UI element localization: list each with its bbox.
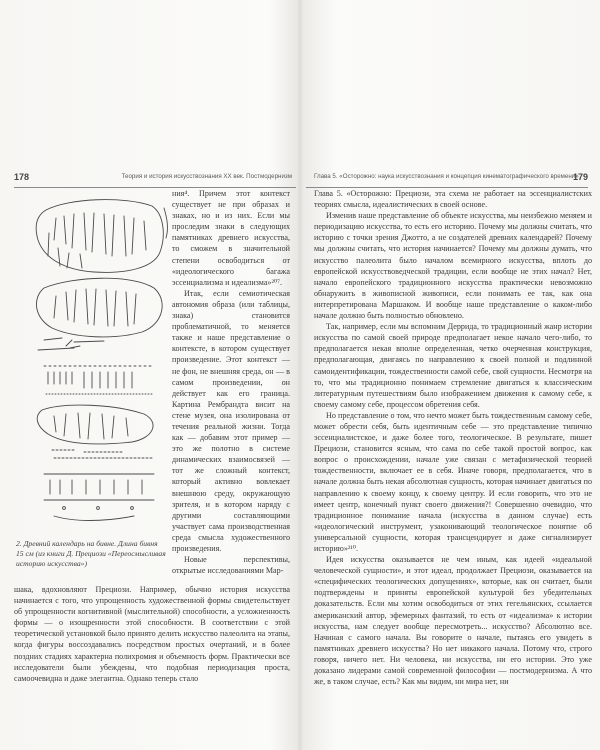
- left-side-paragraph: Итак, если семиотическая автономия образа (или таблицы, знака) становится проблематичной, то меняется также и наше представление о контексте, в котором существует произведение. Этот контекст — не фон, не внешняя среда, он — в самом произведении, он действует как его граница. Картина Рембрандта висит на стене музея, она изолирована от течения реальной жизни. Тогда как — добавим этот пример — это же полотно в системе динамических взаимосвязей — тот же сложный контекст, который активно вовлекает внешнюю среду, окружающую зрителя, и в котором наряду с другими составляющими участвует сама производственная среда смысла художественного произведения.: [172, 288, 290, 553]
- right-running-head: [306, 170, 588, 186]
- left-full-paragraph: шака, вдохновляют Прециози. Например, обычно история искусства начинается с того, что упрощенность художественной формы свидетельствует об упрощенности когнитивной (мыслительной) способности, а усложненность формы — о изощренности этой способности. В соответствии с этой теоретической установкой было принято делить искусство палеолита на этапы, когда фигуры воссоздавались посредством простых очертаний, и в более поздних стадиях характерна полихромия и объемность форм. Практически все исследователи были убеждены, что подобная периодизация проста, самоочевидна и даже элегантна. Однако теперь стало: [14, 585, 290, 683]
- right-paragraph: Так, например, если мы вспомним Деррида, то традиционный жанр истории искусства по самой своей природе предполагает некое начало чего-либо, то предполагается некая вполне определенная, четко очерченная конструкция, предполагающая, двигаясь по направлению к своей полной и подлинной самоидентификации, тождественности самой себе, свой сущности. Несмотря на то, что мы традиционно понимаем стремление двигаться к классическим литературным путешествиям было изображением движения к самому себе, к своему самому себе, процессом обретения себя.: [314, 322, 592, 409]
- right-paragraph: Изменив наше представление об объекте искусства, мы неизбежно меняем и периодизацию искусства, то есть его историю. Почему мы должны считать, что историю с точки зрения Джотто, а не создателей древних календарей? Почему мы должны считать, что история начинается? Почему мы должны думать, что искусство палеолита было началом всемирного искусства, вплоть до европейской искусствоведческой традиции, если вообще не этих начал? Нет, начало европейского традиционного искусства практически невозможно обнаружить в живописной живописи, если понимать ее так, как она интерпретирована Маршаком. И вообще наше представление о каком-либо начале должно быть полностью обновлено.: [314, 211, 592, 321]
- right-paragraph: Идея искусства оказывается не чем иным, как идеей «идеальной человеческой сущности», и этот идеал, продолжает Прециози, оказывается на «специфических теологических допущениях», которые, как он считает, были подтверждены и приняты европейской культурой без убедительных доказательств. Если мы хотим освободиться от этих гегельянских, ссылается американский автор, эфемерных фантазий, то есть от «идеализма» к истории искусства, нам следует вообще пересмотреть... искусство? Абсолютно все. Начиная с самого начала. Вы говорите о начале, пытаясь его увидеть в памятниках древнего искусства? Но нет никакого начала. Потому что, строго говоря, ничего нет. Ни человека, ни искусства, ни его истории. Это уже доказано лидерами самой современной философии — постмодернизма. А что же, в таком случае, есть? Как мы видим, ни мира нет, ни: [314, 555, 592, 687]
- left-running-head: [14, 170, 296, 186]
- right-page-number: 179: [572, 172, 588, 182]
- right-running-title: Глава 5. «Осторожно: наука искусствознания и концепция кинематографического времени»: [314, 173, 579, 180]
- calendar-tusk-drawing-icon: [14, 188, 169, 538]
- left-side-paragraph: ния⁴. Причем этот контекст существует не при образах и знаках, но и из них. Если мы проследим знаки в следующих памятниках древнего искусства, то сможем в значительной степени освободиться от «идеологического багажа эссенциализма и идеализма»²⁰⁷.: [172, 189, 290, 287]
- right-paragraph: Но представление о том, что нечто может быть тождественным самому себе, может обрести себя, быть идентичным себе — это представление типично эссенциалистское, и даже более того, теологическое. В результате, пишет Прециози, становится ясным, что сама по себе такой простой вопрос, как вопрос о происхождении, начале уже связан с метафизической теорией тождественности, включает ее в себя. Иначе говоря, предполагается, что в начале должна быть некая абсолютная сущность, которая начинает двигаться по направлению к своему концу, к своему центру. И если говорить, что это не имеет центр, конечный пункт своего движения?! Совершенно очевидно, что традиционное понимание начала (искусства в данном случае) есть «идеологический инструмент, узаконивающий теологическое понятие об универсальной сущности, которая трансцендирует и даже сигнализирует историю»²¹⁰.: [314, 410, 592, 553]
- tusk-calendar-figure: [14, 188, 169, 538]
- left-page-number: 178: [14, 172, 30, 182]
- right-paragraph: Глава 5. «Осторожно: Прециози, эта схема не работает на эссенциалистских теориях смысла, идеалистических в своей основе.: [314, 189, 592, 210]
- left-running-title: Теория и история искусствознания XX век. Постмодернизм: [121, 173, 292, 180]
- left-full-width-text: [14, 584, 290, 684]
- right-page-text: [314, 188, 592, 687]
- left-side-paragraph: Новые перспективы, открытые исследованиями Мар-: [172, 555, 290, 576]
- left-side-column: [172, 188, 290, 576]
- figure-caption: 2. Древний календарь на бивне. Длина бивня 15 см (из книги Д. Прециози «Переосмысливая историю искусства»): [16, 539, 166, 568]
